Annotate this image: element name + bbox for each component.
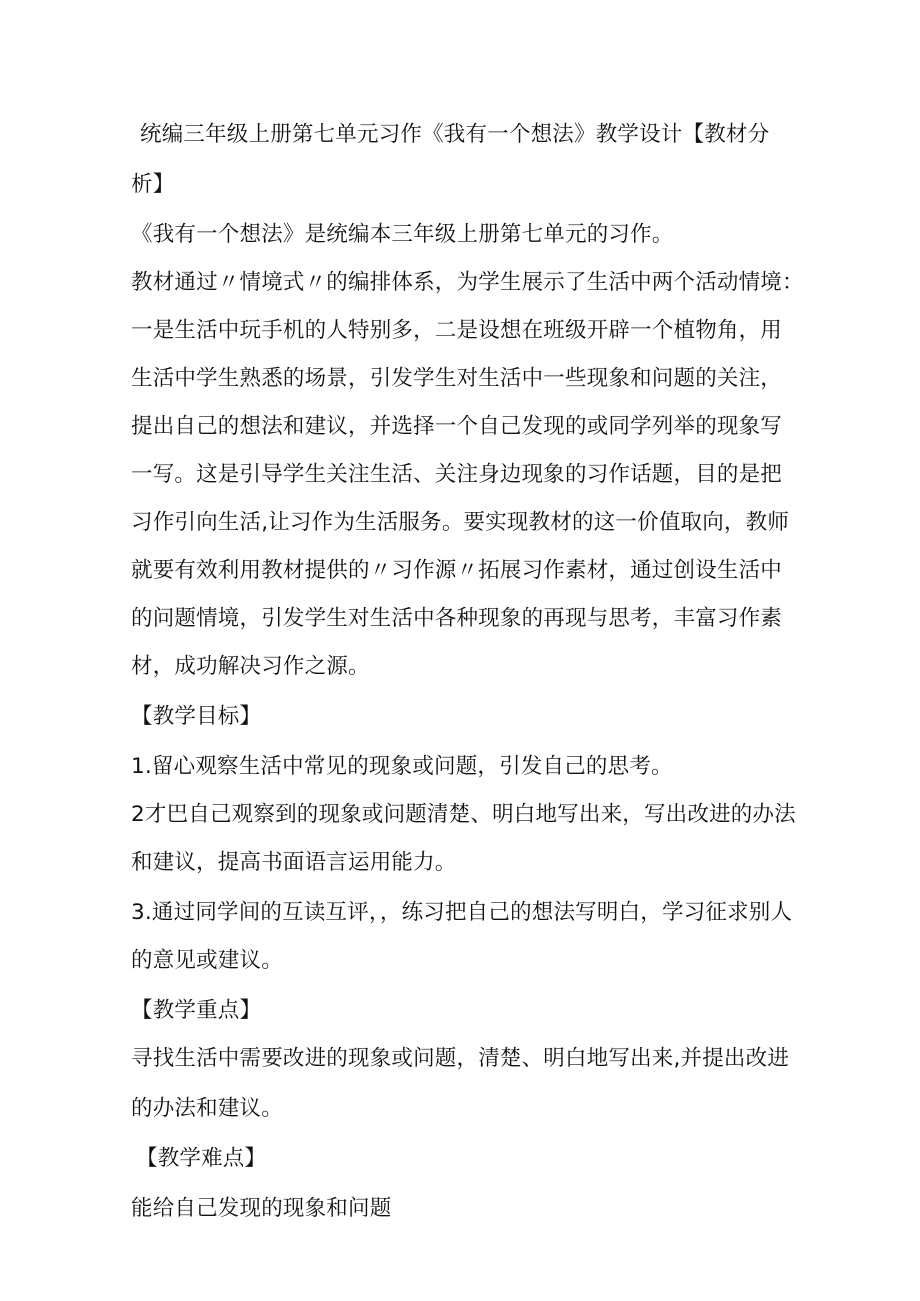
- key-point-line: 的办法和建议。: [131, 1096, 283, 1121]
- difficulty-line: 能给自己发现的现象和问题: [131, 1196, 392, 1221]
- key-point-line: 寻找生活中需要改进的现象或问题，清楚、明白地写出来,并提出改进: [131, 1046, 790, 1071]
- analysis-paragraph-line: 就要有效利用教材提供的〃习作源〃拓展习作素材，通过创设生活中: [131, 558, 783, 583]
- document-title-line-1: 统编三年级上册第七单元习作《我有一个想法》教学设计【教材分: [140, 122, 770, 147]
- analysis-paragraph-line: 一是生活中玩手机的人特别多，二是设想在班级开辟一个植物角，用: [131, 318, 783, 343]
- analysis-paragraph-line: 的问题情境，引发学生对生活中各种现象的再现与思考，丰富习作素: [131, 606, 783, 631]
- goals-heading: 【教学目标】: [131, 704, 262, 729]
- analysis-paragraph-line: 生活中学生熟悉的场景，引发学生对生活中一些现象和问题的关注，: [131, 366, 783, 391]
- goal-line: 3.通过同学间的互读互评，，练习把自己的想法写明白，学习征求别人: [131, 900, 793, 925]
- difficulty-heading: 【教学难点】: [136, 1146, 267, 1171]
- key-points-heading: 【教学重点】: [131, 998, 262, 1023]
- goal-line: 的意见或建议。: [131, 948, 283, 973]
- goal-line: 和建议，提高书面语言运用能力。: [131, 850, 457, 875]
- goal-line: 2才巴自己观察到的现象或问题清楚、明白地写出来，写出改进的办法: [131, 802, 796, 827]
- analysis-paragraph-line: 一写。这是引导学生关注生活、关注身边现象的习作话题，目的是把: [131, 462, 783, 487]
- analysis-paragraph-line: 《我有一个想法》是统编本三年级上册第七单元的习作。: [131, 222, 674, 247]
- document-title-line-2: 析】: [131, 172, 175, 197]
- analysis-paragraph-line: 习作引向生活,让习作为生活服务。要实现教材的这一价值取向，教师: [131, 510, 790, 535]
- analysis-paragraph-line: 教材通过〃情境式〃的编排体系，为学生展示了生活中两个活动情境：: [131, 270, 804, 295]
- analysis-paragraph-line: 材，成功解决习作之源。: [131, 654, 370, 679]
- analysis-paragraph-line: 提出自己的想法和建议，并选择一个自己发现的或同学列举的现象写: [131, 414, 783, 439]
- goal-line: 1.留心观察生活中常见的现象或问题，引发自己的思考。: [131, 754, 673, 779]
